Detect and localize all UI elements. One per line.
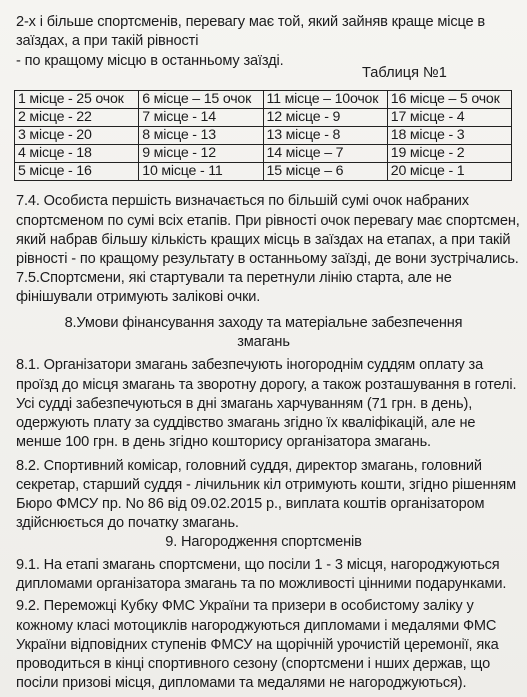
table-cell: 5 місце - 16 xyxy=(15,163,139,181)
table-caption: Таблиця №1 xyxy=(362,65,447,81)
paragraph-line: дипломами організатора змагань та по можливості цінними подарунками. xyxy=(16,576,507,592)
table-row xyxy=(15,163,512,181)
table-cell: 2 місце - 22 xyxy=(15,109,139,127)
paragraph-line: який набрав більшу кількість кращих місць в заїздах на етапах, а при такій xyxy=(16,232,511,248)
table-cell: 17 місце - 4 xyxy=(387,109,511,127)
paragraph-line: проїзд до місця змагань та зворотну дорогу, а також розташування в готелі. xyxy=(16,377,517,393)
table-cell: 19 місце - 2 xyxy=(387,145,511,163)
points-table xyxy=(14,90,512,181)
paragraph-line: 9.2. Переможці Кубку ФМС України та призери в особистому заліку у xyxy=(16,598,474,614)
table-cell: 7 місце - 14 xyxy=(139,109,263,127)
intro-line: 2-х і більше спортсменів, перевагу має той, який зайняв краще місце в xyxy=(16,14,485,30)
paragraph-line: 8.2. Спортивний комісар, головний суддя, директор змагань, головний xyxy=(16,458,482,474)
table-cell: 6 місце – 15 очок xyxy=(139,91,263,109)
intro-line: - по кращому місцю в останньому заїзді. xyxy=(16,53,284,69)
paragraph-line: 8.1. Організатори змагань забезпечують іногороднім суддям оплату за xyxy=(16,357,484,373)
paragraph-line: спортсменом по сумі всіх етапів. При рівності очок перевагу має спортсмен, xyxy=(16,213,520,229)
table-row xyxy=(15,91,512,109)
table-cell: 12 місце - 9 xyxy=(263,109,387,127)
table-cell: 9 місце - 12 xyxy=(139,145,263,163)
section-heading: 9. Нагородження спортсменів xyxy=(165,534,362,550)
paragraph-line: проводиться в кінці спортивного сезону (спортсмени і нших держав, що xyxy=(16,656,491,672)
table-cell: 8 місце - 13 xyxy=(139,127,263,145)
table-cell: 10 місце - 11 xyxy=(139,163,263,181)
table-cell: 16 місце – 5 очок xyxy=(387,91,511,109)
table-cell: 1 місце - 25 очок xyxy=(15,91,139,109)
table-cell: 11 місце – 10очок xyxy=(263,91,387,109)
paragraph-line: здійснюється до початку змагань. xyxy=(16,515,239,531)
table-cell: 13 місце - 8 xyxy=(263,127,387,145)
table-cell: 4 місце - 18 xyxy=(15,145,139,163)
section-heading: змагань xyxy=(237,334,290,350)
paragraph-line: одержують плату за суддівство змагань згідно їх кваліфікацій, але не xyxy=(16,415,476,431)
paragraph-line: рівності - по кращому результату в останньому заїзді, де вони зустрічались. xyxy=(16,251,519,267)
paragraph-line: 9.1. На етапі змагань спортсмени, що посіли 1 - 3 місця, нагороджуються xyxy=(16,557,500,573)
paragraph-line: посіли призові місця, дипломами та медалями не нагороджуються). xyxy=(16,675,467,691)
section-heading: 8.Умови фінансування заходу та матеріальне забезпечення xyxy=(64,315,463,331)
paragraph-line: кожному класі мотоциклів нагороджуються дипломами і медалями ФМС xyxy=(16,618,497,634)
table-cell: 15 місце – 6 xyxy=(263,163,387,181)
paragraph-line: Бюро ФМСУ пр. No 86 від 09.02.2015 р., виплата коштів організатором xyxy=(16,496,485,512)
table-cell: 18 місце - 3 xyxy=(387,127,511,145)
paragraph-line: 7.5.Спортсмени, які стартували та перетнули лінію старта, але не xyxy=(16,270,452,286)
table-row xyxy=(15,145,512,163)
paragraph-line: менше 100 грн. в день згідно кошторису організатора змагань. xyxy=(16,434,431,450)
table-cell: 14 місце – 7 xyxy=(263,145,387,163)
paragraph-line: секретар, старший суддя - лічильник кіл отримують кошти, згідно рішенням xyxy=(16,477,516,493)
table-cell: 3 місце - 20 xyxy=(15,127,139,145)
table-row xyxy=(15,127,512,145)
table-row xyxy=(15,109,512,127)
paragraph-line: Усі судді забезпечуються в дні змагань харчуванням (71 грн. в день), xyxy=(16,396,473,412)
table-cell: 20 місце - 1 xyxy=(387,163,511,181)
paragraph-line: України відповідних ступенів ФМСУ на щорічній урочистій церемонії, яка xyxy=(16,637,499,653)
intro-line: заїздах, а при такій рівності xyxy=(16,33,199,49)
paragraph-line: 7.4. Особиста першість визначається по більшій сумі очок набраних xyxy=(16,193,469,209)
paragraph-line: фінішували отримують залікові очки. xyxy=(16,289,261,305)
